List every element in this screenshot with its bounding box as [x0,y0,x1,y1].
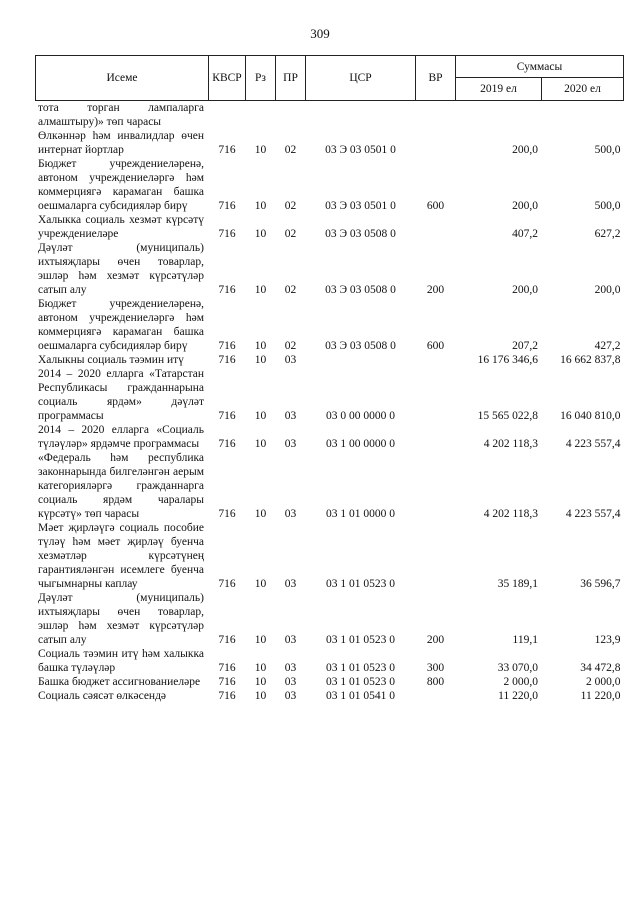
cell-kvsr [209,101,246,130]
cell-name: 2014 – 2020 елларга «Социаль түләүләр» ярдәмче программасы [38,424,204,450]
cell-rz: 10 [254,354,267,366]
cell-v2020: 500,0 [594,144,621,156]
header-2020: 2020 ел [542,78,624,101]
cell-v2020: 16 662 837,8 [560,354,621,366]
cell-vr [416,689,456,703]
cell-v2020: 627,2 [594,228,621,240]
cell-v2020: 4 223 557,4 [565,508,621,520]
cell-rz: 10 [254,676,267,688]
cell-v2019: 407,2 [512,228,538,240]
cell-vr [416,129,456,157]
cell-rz: 10 [254,340,267,352]
cell-v2020: 11 220,0 [580,690,621,702]
table-row [36,101,624,130]
cell-pr: 03 [284,354,297,366]
cell-rz: 10 [254,200,267,212]
cell-vr [416,101,456,130]
cell-vr: 600 [426,200,445,212]
cell-rz [246,101,276,130]
cell-kvsr: 716 [218,634,236,646]
cell-pr: 02 [284,200,297,212]
cell-vr [416,353,456,367]
cell-name: Халыкка социаль хезмәт күрсәтү учреждениеләре [38,214,204,240]
table-row [36,521,624,591]
cell-vr: 600 [426,340,445,352]
cell-rz: 10 [254,410,267,422]
cell-pr: 02 [284,228,297,240]
cell-name: Дәүләт (муниципаль) ихтыяҗлары өчен товарлар, эшләр һәм хезмәт күрсәтүләр сатып алу [38,242,204,296]
cell-pr [276,101,306,130]
table-row [36,689,624,703]
cell-v2020: 34 472,8 [580,662,621,674]
cell-kvsr: 716 [218,410,236,422]
cell-kvsr: 716 [218,438,236,450]
cell-name: Дәүләт (муниципаль) ихтыяҗлары өчен товарлар, эшләр һәм хезмәт күрсәтүләр сатып алу [38,592,204,646]
cell-kvsr: 716 [218,508,236,520]
cell-rz: 10 [254,578,267,590]
cell-rz: 10 [254,144,267,156]
cell-rz: 10 [254,508,267,520]
cell-v2019: 11 220,0 [498,690,538,702]
cell-rz: 10 [254,690,267,702]
cell-vr: 800 [426,676,445,688]
page-number: 309 [310,26,330,41]
cell-csr: 03 1 01 0541 0 [326,690,395,702]
cell-v2019: 4 202 118,3 [483,438,538,450]
cell-kvsr: 716 [218,284,236,296]
cell-name: Өлкәннәр һәм инвалидлар өчен интернат йортлар [38,130,204,156]
cell-kvsr: 716 [218,578,236,590]
cell-name: Халыкны социаль тәэмин итү [38,354,184,366]
cell-v2019: 4 202 118,3 [483,508,538,520]
header-2019: 2019 ел [456,78,542,101]
cell-csr: 03 1 00 0000 0 [326,438,395,450]
budget-table [35,55,624,703]
header-pr: ПР [276,56,306,101]
cell-pr: 03 [284,690,297,702]
cell-v2019: 200,0 [512,200,538,212]
cell-v2019: 200,0 [512,284,538,296]
cell-kvsr: 716 [218,340,236,352]
table-body [36,101,624,704]
table-row [36,297,624,353]
cell-pr: 03 [284,438,297,450]
cell-pr: 03 [284,676,297,688]
cell-csr: 03 0 00 0000 0 [326,410,395,422]
cell-csr: 03 1 01 0523 0 [326,634,395,646]
cell-name: Мәет җирләүгә социаль пособие түләү һәм мәет җирләү буенча хезмәтләр күрсәтүнең гарантияләнгән исемлеге буенча чыгымнарны каплау [38,522,204,590]
cell-name: Социаль сәясәт өлкәсендә [38,690,167,702]
table-header [36,56,624,101]
cell-csr: 03 Э 03 0501 0 [325,200,396,212]
cell-v2020 [542,101,624,130]
table-row [36,591,624,647]
table-row [36,423,624,451]
table-row [36,675,624,689]
cell-vr [416,423,456,451]
cell-name: Социаль тәэмин итү һәм халыкка башка түләүләр [38,648,204,674]
cell-kvsr: 716 [218,200,236,212]
cell-pr: 02 [284,144,297,156]
table-row [36,647,624,675]
cell-csr: 03 Э 03 0508 0 [325,284,396,296]
table-row [36,157,624,213]
cell-kvsr: 716 [218,676,236,688]
cell-csr: 03 Э 03 0508 0 [325,228,396,240]
cell-v2019 [456,101,542,130]
cell-v2019: 207,2 [512,340,538,352]
cell-csr: 03 1 01 0523 0 [326,676,395,688]
cell-vr [416,451,456,521]
cell-pr: 02 [284,340,297,352]
cell-pr: 03 [284,410,297,422]
cell-pr: 03 [284,662,297,674]
cell-pr: 03 [284,634,297,646]
cell-vr: 200 [426,634,445,646]
cell-csr [306,101,416,130]
cell-v2020: 500,0 [594,200,621,212]
table-row [36,353,624,367]
cell-v2019: 33 070,0 [497,662,538,674]
table-row [36,451,624,521]
cell-name: «Федераль һәм республика законнарында билгеләнгән аерым категорияләргә гражданнарга социаль ярдәм чаралары күрсәтү» төп чарасы [38,452,204,520]
cell-csr: 03 1 01 0523 0 [326,578,395,590]
cell-v2020: 123,9 [594,634,621,646]
cell-rz: 10 [254,284,267,296]
cell-name: 2014 – 2020 елларга «Татарстан Республикасы гражданнарына социаль ярдәм» дәүләт программасы [38,368,204,422]
cell-v2019: 15 565 022,8 [477,410,538,422]
cell-v2020: 2 000,0 [586,676,621,688]
cell-name: Башка бюджет ассигнованиеләре [38,676,201,688]
cell-csr [306,353,416,367]
cell-kvsr: 716 [218,354,236,366]
cell-vr [416,521,456,591]
cell-v2019: 16 176 346,6 [477,354,538,366]
cell-v2020: 16 040 810,0 [560,410,621,422]
cell-csr: 03 Э 03 0508 0 [325,340,396,352]
cell-vr [416,213,456,241]
cell-v2020: 200,0 [594,284,621,296]
cell-vr: 300 [426,662,445,674]
header-vr: ВР [416,56,456,101]
cell-csr: 03 1 01 0000 0 [326,508,395,520]
table-row [36,129,624,157]
cell-v2019: 119,1 [512,634,538,646]
header-kvsr: КВСР [209,56,246,101]
cell-kvsr: 716 [218,228,236,240]
cell-v2019: 2 000,0 [503,676,538,688]
header-rz: Рз [246,56,276,101]
cell-pr: 03 [284,508,297,520]
cell-rz: 10 [254,228,267,240]
cell-v2020: 36 596,7 [580,578,621,590]
table-row [36,213,624,241]
cell-kvsr: 716 [218,144,236,156]
cell-v2019: 200,0 [512,144,538,156]
cell-kvsr: 716 [218,690,236,702]
cell-pr: 03 [284,578,297,590]
cell-name: Бюджет учреждениеләренә, автоном учреждениеләргә һәм коммерциягә карамаган башка оешмаларга субсидияләр бирү [38,158,204,212]
table-row [36,367,624,423]
cell-vr: 200 [426,284,445,296]
cell-name: Бюджет учреждениеләренә, автоном учреждениеләргә һәм коммерциягә карамаган башка оешмаларга субсидияләр бирү [38,298,204,352]
cell-csr: 03 1 01 0523 0 [326,662,395,674]
cell-vr [416,367,456,423]
cell-rz: 10 [254,438,267,450]
cell-csr: 03 Э 03 0501 0 [325,144,396,156]
header-name: Исеме [36,56,209,101]
cell-pr: 02 [284,284,297,296]
cell-rz: 10 [254,662,267,674]
cell-v2020: 427,2 [594,340,621,352]
cell-name: тота торган лампаларга алмаштыру)» төп чарасы [38,102,204,128]
cell-v2019: 35 189,1 [497,578,538,590]
cell-rz: 10 [254,634,267,646]
header-csr: ЦСР [306,56,416,101]
table-row [36,241,624,297]
cell-kvsr: 716 [218,662,236,674]
header-sums: Суммасы [456,56,624,78]
cell-v2020: 4 223 557,4 [565,438,621,450]
